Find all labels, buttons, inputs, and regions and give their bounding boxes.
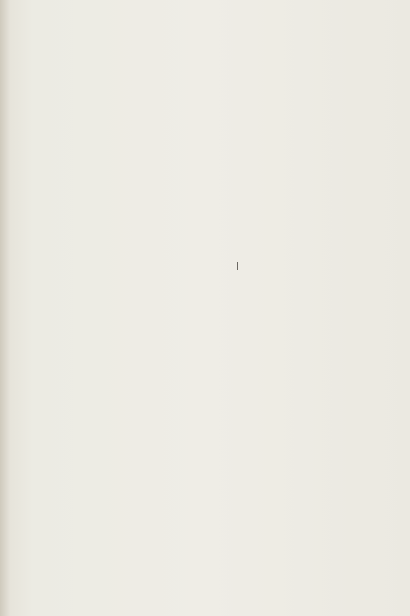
page-spine-shadow [0, 0, 10, 616]
stray-mark [237, 262, 238, 270]
table-of-contents [21, 26, 386, 35]
